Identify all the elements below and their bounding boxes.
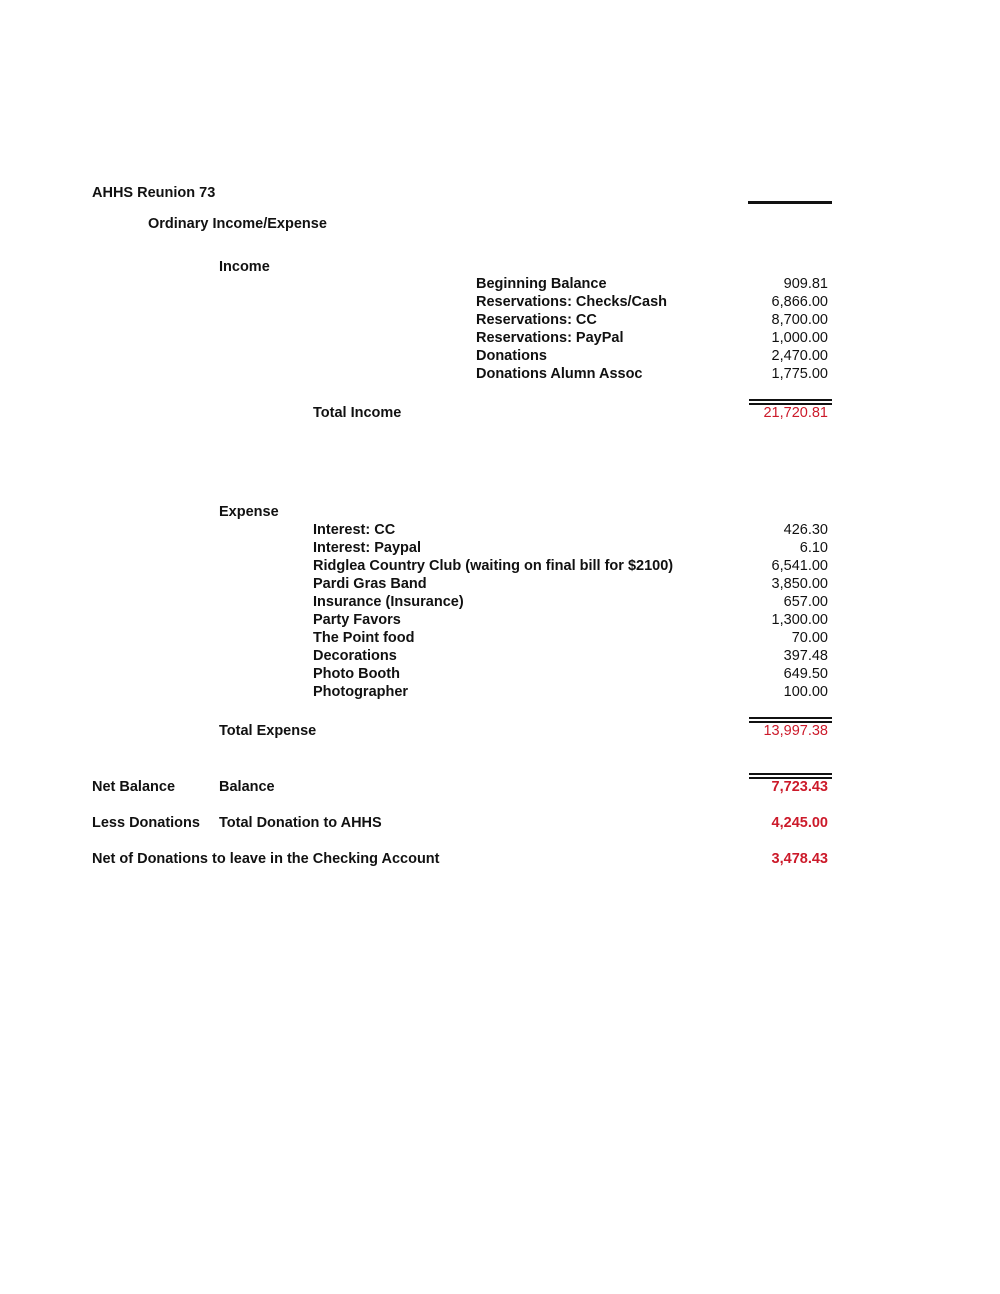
- expense-item-amount: 6,541.00: [771, 558, 828, 574]
- balance-amount: 7,723.43: [771, 779, 828, 795]
- income-item-amount: 2,470.00: [771, 348, 828, 364]
- income-item-amount: 909.81: [783, 276, 828, 292]
- expense-item-label: Photographer: [313, 684, 409, 700]
- income-item-label: Donations: [476, 348, 547, 364]
- total-donation-amount: 4,245.00: [771, 815, 828, 831]
- expense-item-label: Interest: CC: [313, 522, 396, 538]
- expense-item-label: Photo Booth: [313, 666, 400, 682]
- expense-item-amount: 649.50: [783, 666, 828, 682]
- income-heading: Income: [219, 259, 270, 275]
- section-title: Ordinary Income/Expense: [148, 216, 327, 232]
- expense-heading: Expense: [219, 504, 279, 520]
- expense-item-label: Ridglea Country Club (waiting on final bill for $2100): [313, 558, 674, 574]
- income-item-label: Reservations: PayPal: [476, 330, 624, 346]
- expense-item-label: Pardi Gras Band: [313, 576, 427, 592]
- total-expense-label: Total Expense: [219, 723, 317, 739]
- expense-item-amount: 657.00: [783, 594, 828, 610]
- total-income-label: Total Income: [313, 405, 402, 421]
- total-donation-label: Total Donation to AHHS: [219, 815, 382, 831]
- net-checking-label: Net of Donations to leave in the Checking Account: [92, 851, 440, 867]
- income-item-label: Donations Alumn Assoc: [476, 366, 643, 382]
- expense-item-label: The Point food: [313, 630, 415, 646]
- header-rule: [748, 201, 832, 204]
- expense-item-label: Insurance (Insurance): [313, 594, 464, 610]
- income-item-amount: 1,000.00: [771, 330, 828, 346]
- balance-label: Balance: [219, 779, 275, 795]
- expense-item-amount: 70.00: [791, 630, 828, 646]
- income-item-label: Reservations: Checks/Cash: [476, 294, 667, 310]
- total-expense-amount: 13,997.38: [763, 723, 828, 739]
- income-item-amount: 1,775.00: [771, 366, 828, 382]
- income-item-label: Beginning Balance: [476, 276, 607, 292]
- income-item-amount: 6,866.00: [771, 294, 828, 310]
- expense-item-amount: 426.30: [783, 522, 828, 538]
- net-checking-amount: 3,478.43: [771, 851, 828, 867]
- expense-item-label: Decorations: [313, 648, 397, 664]
- net-balance-label: Net Balance: [92, 779, 176, 795]
- expense-item-amount: 6.10: [799, 540, 828, 556]
- expense-item-amount: 3,850.00: [771, 576, 828, 592]
- expense-item-amount: 100.00: [783, 684, 828, 700]
- income-item-label: Reservations: CC: [476, 312, 597, 328]
- less-donations-label: Less Donations: [92, 815, 200, 831]
- expense-item-amount: 1,300.00: [771, 612, 828, 628]
- report-title: AHHS Reunion 73: [92, 185, 216, 201]
- expense-item-amount: 397.48: [783, 648, 828, 664]
- total-income-amount: 21,720.81: [763, 405, 828, 421]
- income-item-amount: 8,700.00: [771, 312, 828, 328]
- expense-item-label: Party Favors: [313, 612, 401, 628]
- expense-item-label: Interest: Paypal: [313, 540, 421, 556]
